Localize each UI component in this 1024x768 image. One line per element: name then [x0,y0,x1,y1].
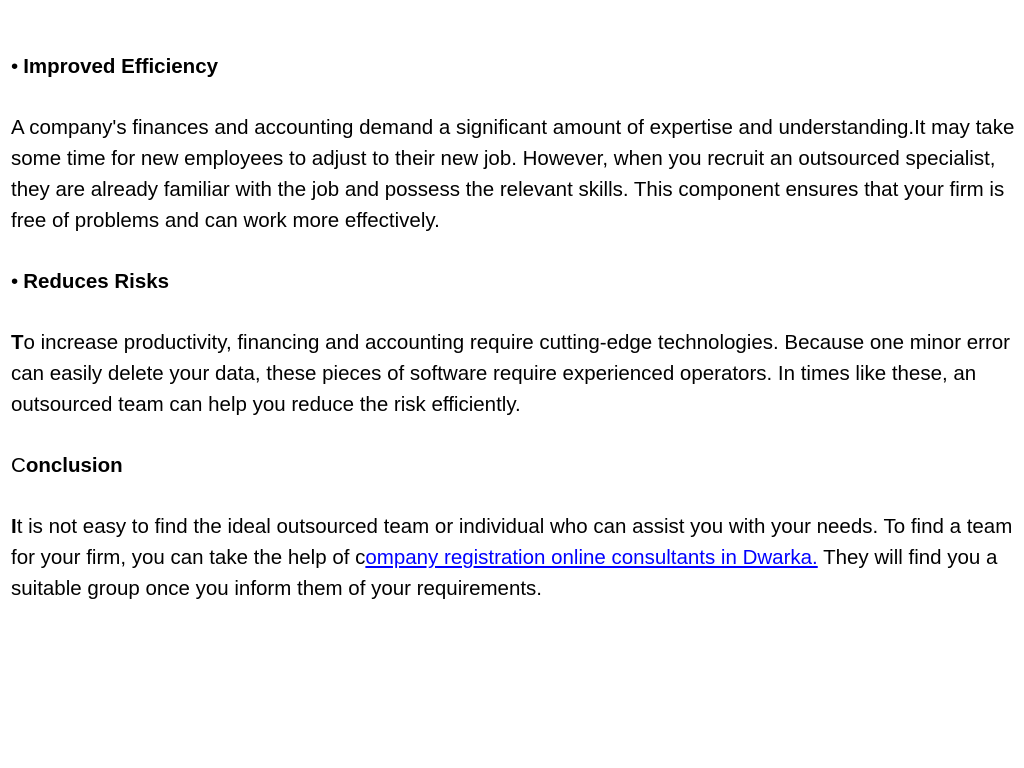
drop-initial: T [11,331,24,355]
heading-conclusion [11,451,1017,482]
paragraph-efficiency: A company's finances and accounting demand a significant amount of expertise and understanding.It may take some time for new employees to adjust to their new job. However, when you recruit an outsourced specialist, they are already familiar with the job and possess the relevant skills. This component ensures that your firm is free of problems and can work more effectively. [11,116,1015,232]
paragraph-text: o increase productivity, financing and accounting require cutting-edge technologies. Because one minor error can easily delete your data, these pieces of software require experienced operators. In times like these, an outsourced team can help you reduce the risk efficiently. [11,331,1011,416]
heading-text: onclusion [25,454,123,478]
consultants-link[interactable]: ompany registration online consultants in Dwarka. [365,546,818,570]
heading-initial: C [11,454,26,478]
spacer [11,298,1017,329]
paragraph-text: t is not easy to find the ideal outsourced team or individual who can assist you with your needs. To find a team for your firm, you can take the help of c [11,515,1013,570]
spacer [11,83,1017,114]
paragraph-conclusion [11,512,1017,604]
spacer [11,236,1017,267]
heading-text: Reduces Risks [23,269,170,293]
bullet-icon: • [11,269,19,293]
heading-text: Improved Efficiency [23,55,218,78]
slide-content [11,52,1017,605]
heading-improved-efficiency [11,52,1017,83]
paragraph-risks [11,328,1017,420]
heading-reduces-risks [11,267,1017,298]
paragraph-text-end: They will find you a suitable group once you inform them of your requirements. [11,546,998,600]
spacer [11,482,1017,513]
bullet-icon: • [11,55,19,78]
drop-initial: I [11,515,17,539]
spacer [11,420,1017,451]
